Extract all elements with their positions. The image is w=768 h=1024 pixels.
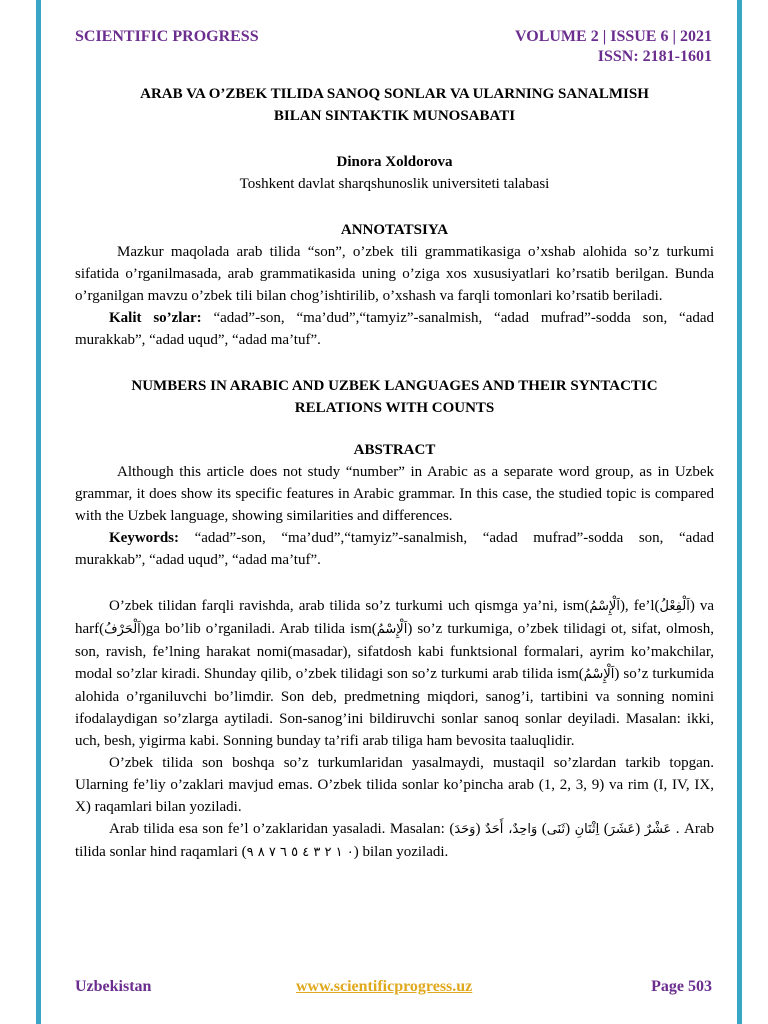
uz-keywords [75, 307, 714, 351]
author-name: Dinora Xoldorova [336, 154, 453, 170]
en-keywords-label: Keywords: [109, 530, 179, 546]
en-keywords-text: “adad”-son, “ma’dud”,“tamyiz”-sanalmish, “adad mufrad”-sodda son, “adad murakkab”, “adad uqud”, “adad ma’tuf”. [75, 530, 714, 568]
arabic-example-1: وَحَدَ [454, 822, 476, 837]
p3-text-f: ) [635, 821, 645, 837]
arabic-harf: اَلْحَرْفُ [104, 622, 141, 637]
issue-info [515, 27, 712, 67]
p3-text-e: ( [599, 821, 609, 837]
en-title-line1: NUMBERS IN ARABIC AND UZBEK LANGUAGES AND THEIR SYNTACTIC [131, 378, 658, 394]
abstract-text: Although this article does not study “number” in Arabic as a separate word group, as in Uzbek grammar, it does show its specific features in Arabic grammar. In this case, the studied topic is compared with the Uzbek language, showing similarities and differences. [75, 464, 714, 524]
en-title [75, 375, 714, 419]
arabic-ism: اَلْإِسْمُ [589, 599, 620, 614]
body-paragraph-1 [75, 595, 714, 752]
arabic-example-4: اِثْنَانِ [574, 822, 600, 837]
body-paragraph-3 [75, 818, 714, 864]
arabic-example-3: ثَنَى [546, 822, 566, 837]
arabic-example-5: عَشَرَ [608, 822, 636, 837]
arabic-digits: ٠ ١ ٢ ٣ ٤ ٥ ٦ ٧ ٨ ٩ [246, 845, 354, 860]
footer-website-link[interactable]: www.scientificprogress.uz [296, 978, 473, 995]
p1-text-f: ) so’z turkumida alohida o’rganiluvchi bo’limdir. Son deb, predmetning miqdori, sanog’i, tartibini va sonning nomini ifodalaydigan so’zlarga aytiladi. Son-sanog’ini bildiruvchi sonlar sanoq sonlar deyiladi. Masalan: ikki, uch, besh, yigirma kabi. Sonning bunday ta’rifi arab tiliga ham bevosita taaluqlidir. [75, 666, 715, 749]
p1-text-e: ) so’z turkumiga, o’zbek tilidagi ot, sifat, olmosh, son, ravish, fe’lning harakat nomi(masadar), sifatdosh kabi funktsional formalari, ayrim ko’makchilar, modal so’zlar kiradi. Shunday qilib, o’zbek tilidagi son so’z turkumi arab tilida ism( [75, 621, 714, 682]
arabic-ism-3: اَلْإِسْمُ [583, 667, 615, 682]
issn: ISSN: 2181-1601 [597, 48, 712, 65]
uz-title [75, 83, 714, 127]
p3-text-h: ) bilan yoziladi. [353, 844, 449, 860]
arabic-fel: اَلْفِعْلُ [659, 599, 690, 614]
uz-keywords-label: Kalit so’zlar: [109, 310, 202, 326]
arabic-example-2: وَاحِدٌ، أَحَدٌ [484, 822, 538, 837]
p3-text-b: ) [475, 821, 485, 837]
arabic-example-6: عَشْرٌ [644, 822, 672, 837]
uz-title-line2: BILAN SINTAKTIK MUNOSABATI [273, 108, 516, 124]
left-border-bar [36, 0, 41, 1024]
en-title-line2: RELATIONS WITH COUNTS [294, 400, 495, 416]
arabic-ism-2: اَلْإِسْمُ [376, 622, 408, 637]
p1-text-c: ) va harf( [75, 598, 715, 637]
author-affiliation: Toshkent davlat sharqshunoslik universiteti talabasi [239, 176, 550, 192]
p1-text-b: ), fe’l( [619, 598, 660, 614]
volume-issue: VOLUME 2 | ISSUE 6 | 2021 [515, 28, 712, 45]
p3-text-g: . Arab tilida sonlar hind raqamlari ( [75, 821, 714, 860]
uz-title-line1: ARAB VA O’ZBEK TILIDA SANOQ SONLAR VA ULARNING SANALMISH [140, 86, 649, 102]
p3-text-c: ( [537, 821, 547, 837]
footer-page-number: Page 503 [651, 978, 712, 995]
journal-name: SCIENTIFIC PROGRESS [75, 28, 259, 45]
body-paragraph-2: O’zbek tilida son boshqa so’z turkumlaridan yasalmaydi, mustaqil so’zlardan tarkib topgan. Ularning fe’liy o’zaklari mavjud emas. O’zbek tilida sonlar ko’pincha arab (1, 2, 3, 9) va rim (I, IV, IX, X) raqamlari bilan yoziladi. [75, 755, 714, 815]
annotation-heading: ANNOTATSIYA [340, 222, 449, 238]
p1-text-d: )ga bo’lib o’rganiladi. Arab tilida ism( [140, 621, 377, 637]
right-border-bar [737, 0, 742, 1024]
en-keywords [75, 527, 714, 571]
article-content [75, 80, 714, 864]
annotation-text: Mazkur maqolada arab tilida “son”, o’zbek tili grammatikasiga o’xshab alohida so’z turkumi sifatida o’rganilmasada, arab grammatikasida uning o’ziga xos xususiyatlari ko’rsatib berilgan. Bunda o’rganilgan mavzu o’zbek tili bilan chog’ishtirilib, o’xshash va farqli tomonlari ko’rsatib beriladi. [75, 244, 714, 304]
uz-keywords-text: “adad”-son, “ma’dud”,“tamyiz”-sanalmish, “adad mufrad”-sodda son, “adad murakkab”, “adad uqud”, “adad ma’tuf”. [75, 310, 715, 348]
p3-text-a: Arab tilida esa son fe’l o’zaklaridan yasaladi. Masalan: ( [109, 821, 455, 837]
p3-text-d: ) [565, 821, 575, 837]
p1-text-a: O’zbek tilidan farqli ravishda, arab tilida so’z turkumi uch qismga ya’ni, ism( [109, 598, 590, 614]
abstract-heading: ABSTRACT [353, 442, 436, 458]
footer-country: Uzbekistan [75, 978, 152, 995]
